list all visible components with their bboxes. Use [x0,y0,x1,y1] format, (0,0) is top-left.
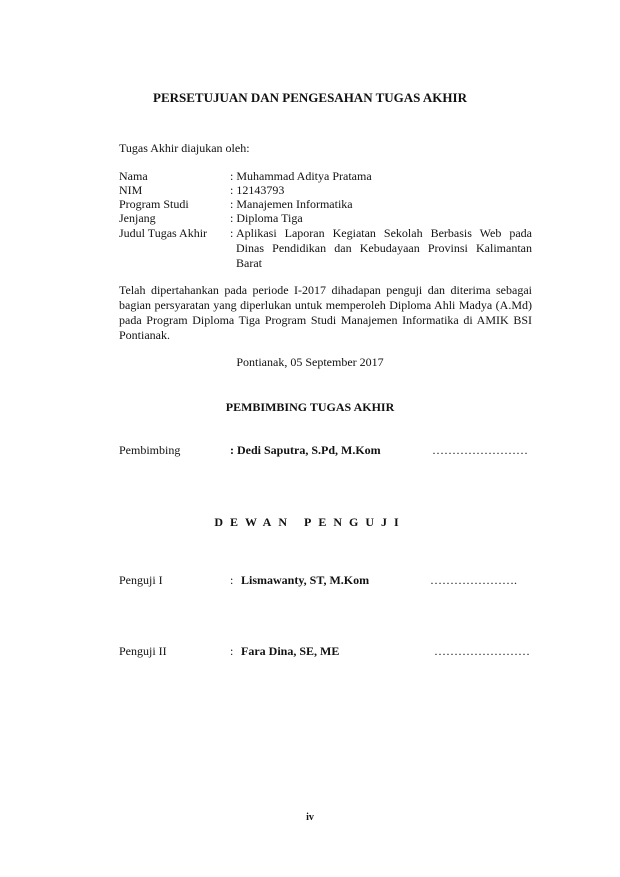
field-value-jenjang: : Diploma Tiga [230,211,303,225]
approval-paragraph: Telah dipertahankan pada periode I-2017 dihadapan penguji dan diterima sebagai bagian persyaratan yang diperlukan untuk memperoleh Diploma Ahli Madya (A.Md) pada Program Diploma Tiga Program Studi Manajemen Informatika di AMIK BSI Pontianak. [119,283,532,342]
penguji-2-name: Fara Dina, SE, ME [241,644,340,658]
penguji-1-label: Penguji I [119,573,163,587]
pembimbing-label: Pembimbing [119,443,181,457]
field-value-prodi: : Manajemen Informatika [230,197,353,211]
field-value-nim: : 12143793 [230,183,285,197]
penguji-2-colon: : [230,644,234,658]
field-label-jenjang: Jenjang [119,211,156,225]
place-date: Pontianak, 05 September 2017 [236,355,384,369]
pembimbing-name: : Dedi Saputra, S.Pd, M.Kom [230,443,381,457]
field-label-judul: Judul Tugas Akhir [119,226,208,240]
field-value-judul: Aplikasi Laporan Kegiatan Sekolah Berbasis Web pada Dinas Pendidikan dan Kebudayaan Provinsi Kalimantan Barat [236,226,532,270]
penguji-1-colon: : [230,573,234,587]
field-value-nama: : Muhammad Aditya Pratama [230,169,372,183]
penguji-1-name: Lismawanty, ST, M.Kom [241,573,370,587]
penguji-2-label: Penguji II [119,644,167,658]
intro-text: Tugas Akhir diajukan oleh: [119,141,250,155]
penguji-2-signature-line: …………………… [434,644,530,658]
penguji-heading: DEWAN PENGUJI [214,515,406,529]
field-label-prodi: Program Studi [119,197,189,211]
penguji-1-signature-line: …………………. [430,573,517,587]
document-title: PERSETUJUAN DAN PENGESAHAN TUGAS AKHIR [153,90,467,105]
pembimbing-signature-line: …………………… [432,443,528,457]
pembimbing-heading: PEMBIMBING TUGAS AKHIR [225,400,395,414]
field-colon-judul: : [230,226,234,240]
field-label-nim: NIM [119,183,143,197]
page-number: iv [306,812,314,823]
field-label-nama: Nama [119,169,148,183]
